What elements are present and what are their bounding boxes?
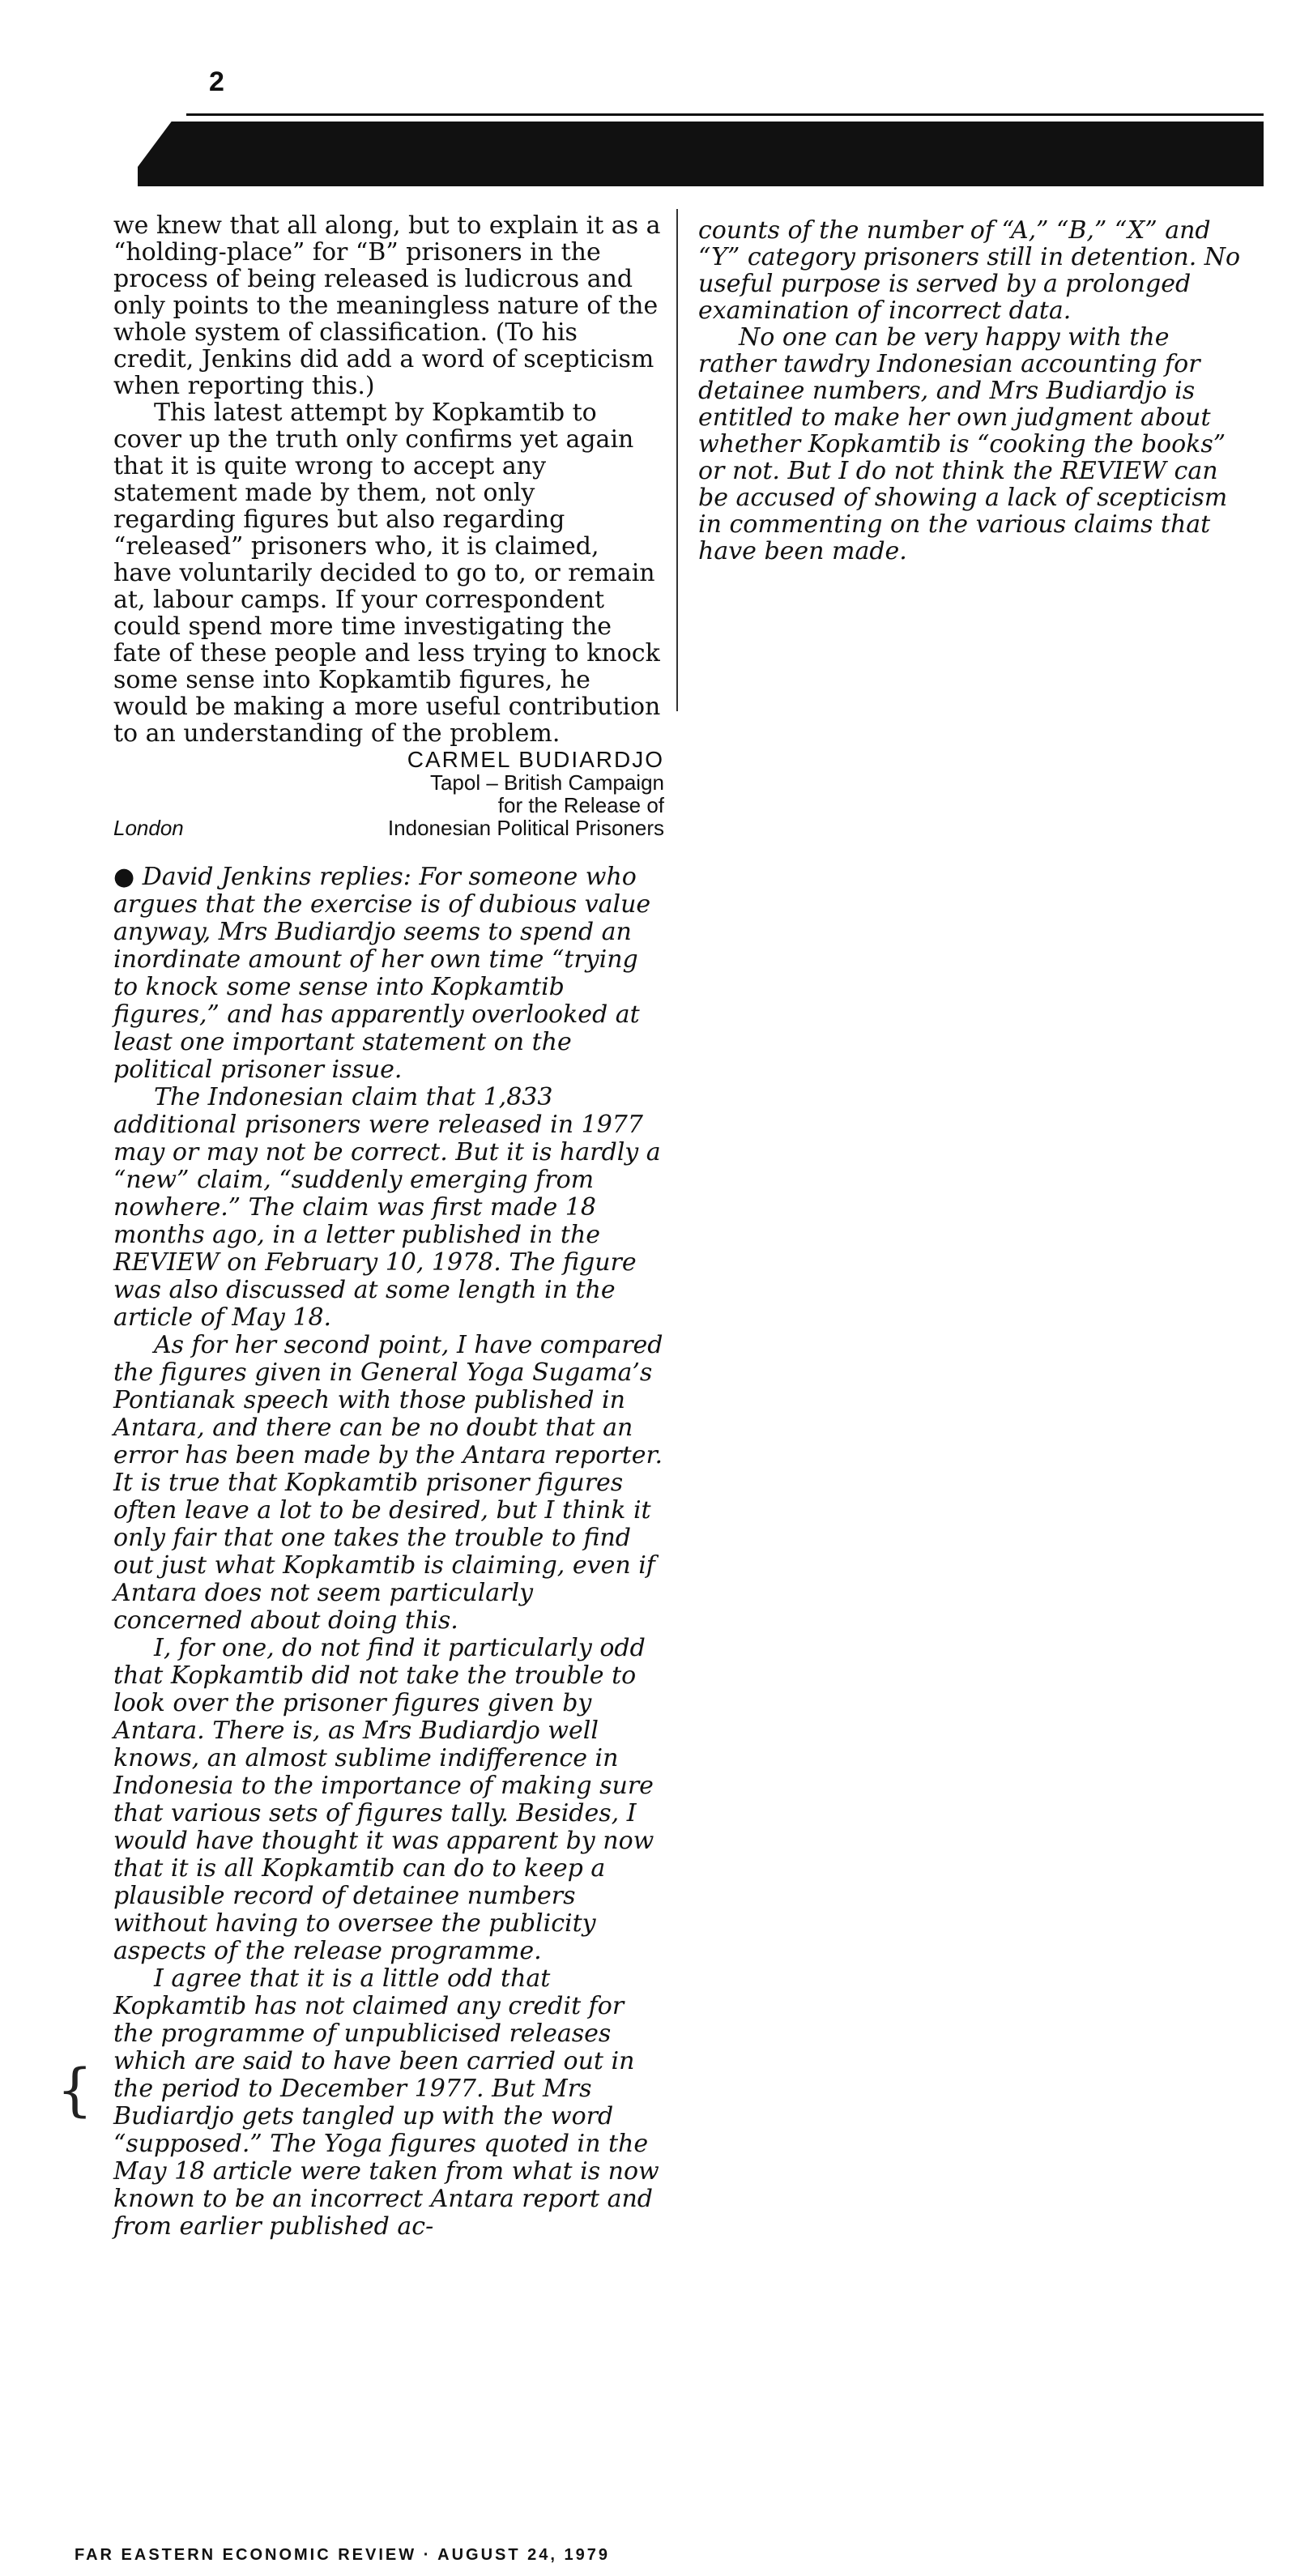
letter-paragraph: we knew that all along, but to explain it as a “holding-place” for “B” prisoners in the process of being released is ludicrous and only points to the meaningless nature of the whole system of classification. (To his credit, Jenkins did add a word of scepticism when reporting this.) (113, 211, 661, 400)
signature-line: for the Release of (497, 793, 664, 817)
margin-mark: 2 (209, 66, 224, 97)
signature-name: CARMEL BUDIARDJO (407, 747, 664, 772)
reply-paragraph: As for her second point, I have compared the figures given in General Yoga Sugama’s Pontianak speech with those published in Antara, and there can be no doubt that an error has been made by the Antara reporter. It is true that Kopkamtib prisoner figures often leave a lot to be desired, but I think it only fair that one takes the trouble to find out just what Kopkamtib is claiming, even if Antara does not seem particularly concerned about doing this. (113, 1331, 663, 1635)
right-column (698, 217, 1249, 565)
header-black-bar (138, 122, 1264, 186)
signature-line: Tapol – British Campaign (429, 770, 664, 795)
reply-paragraph: No one can be very happy with the rather tawdry Indonesian accounting for detainee numbers, and Mrs Budiardjo is entitled to make her own judgment about whether Kopkamtib is “cooking the books” or not. But I do not think the REVIEW can be accused of showing a lack of scepticism in commenting on the various claims that have been made. (698, 323, 1228, 565)
reply-paragraph: I, for one, do not find it particularly odd that Kopkamtib did not take the trouble to look over the prisoner figures given by Antara. There is, as Mrs Budiardjo well knows, an almost sublime indifference in Indonesia to the importance of making sure that various sets of figures tally. Besides, I would have thought it was apparent by now that it is all Kopkamtib can do to keep a plausible record of detainee numbers without having to oversee the publicity aspects of the release programme. (113, 1634, 654, 1965)
bullet-icon: ● (113, 863, 143, 891)
reply-paragraph: The Indonesian claim that 1,833 additional prisoners were released in 1977 may or may not be correct. But it is hardly a “new” claim, “suddenly emerging from nowhere.” The claim was first made 18 months ago, in a letter published in the REVIEW on February 10, 1978. The figure was also discussed at some length in the article of May 18. (113, 1083, 661, 1332)
reply-paragraph: counts of the number of “A,” “B,” “X” and “Y” category prisoners still in detention. No useful purpose is served by a prolonged examination of incorrect data. (698, 216, 1241, 325)
header-rule (186, 113, 1264, 116)
left-column (113, 212, 664, 2241)
letter-paragraph: This latest attempt by Kopkamtib to cover up the truth only confirms yet again that it is quite wrong to accept any statement made by them, not only regarding figures but also regarding “released” prisoners who, it is claimed, have voluntarily decided to go to, or remain at, labour camps. If your correspondent could spend more time investigating the fate of these people and less trying to knock some sense into Kopkamtib figures, he would be making a more useful contribution to an understanding of the problem. (113, 399, 661, 748)
reply-paragraph: David Jenkins replies: For someone who argues that the exercise is of dubious value anyway, Mrs Budiardjo seems to spend an inordinate amount of her own time “trying to knock some sense into Kopkamtib figures,” and has apparently overlooked at least one important statement on the political prisoner issue. (113, 863, 651, 1084)
reply-paragraph: I agree that it is a little odd that Kopkamtib has not claimed any credit for the programme of unpublicised releases which are said to have been carried out in the period to December 1977. But Mrs Budiardjo gets tangled up with the word “supposed.” The Yoga figures quoted in the May 18 article were taken from what is now known to be an incorrect Antara report and from earlier published ac- (113, 1964, 659, 2241)
column-divider (676, 209, 678, 711)
editor-reply (113, 864, 664, 2241)
page-footer: FAR EASTERN ECONOMIC REVIEW · AUGUST 24, 1979 (75, 2546, 611, 2564)
signature-place: London (113, 816, 184, 840)
letter-signature (113, 748, 664, 839)
signature-line: Indonesian Political Prisoners (387, 816, 664, 840)
margin-brace-mark: { (57, 2057, 93, 2123)
